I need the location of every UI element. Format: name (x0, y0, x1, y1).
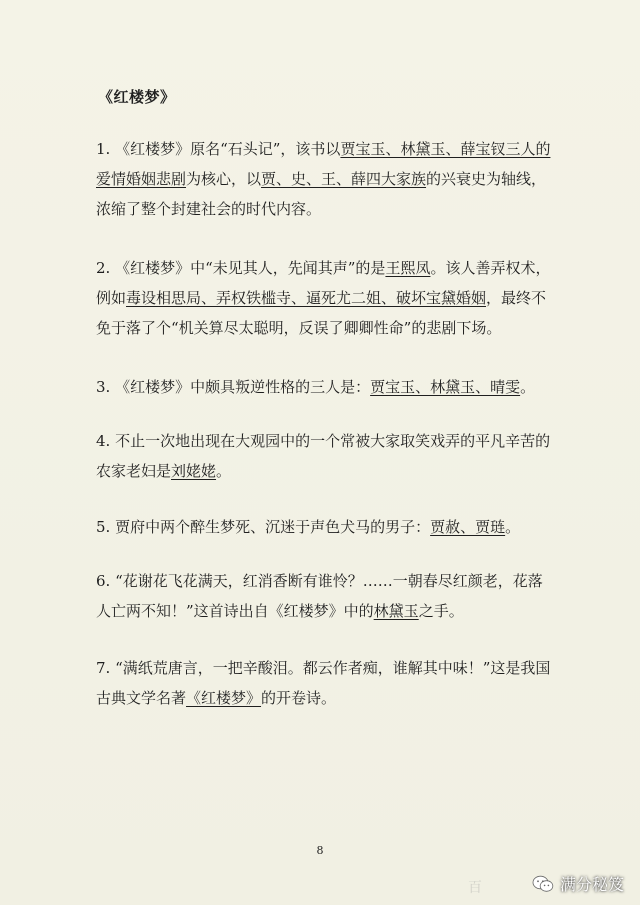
item-number: 6. (96, 572, 116, 590)
item-text: “花谢花飞花满天，红消香断有谁怜？……一朝春尽红颜老，花落人亡两不知！”这首诗出自《红楼梦》中的 (96, 572, 543, 620)
wechat-watermark (532, 872, 624, 895)
faint-watermark-text: 百 (468, 880, 482, 896)
item-text: 。该人善弄权术，例如 (96, 259, 551, 307)
underlined-answer: 贾、史、王、薛四大家族 (261, 170, 427, 188)
item-text: 《红楼梦》原名“石头记”，该书以 (115, 140, 341, 158)
item-number: 7. (96, 659, 116, 677)
item-text: 《红楼梦》中“未见其人，先闻其声”的是 (115, 259, 386, 277)
item-text: ，最终不免于落了个“机关算尽太聪明，反误了卿卿性命”的悲剧下场。 (96, 289, 547, 337)
item-text: 为核心，以 (186, 170, 262, 188)
list-item-5 (96, 512, 556, 542)
list-item-4 (96, 426, 556, 486)
item-number: 5. (96, 518, 116, 536)
item-text: 。 (505, 518, 521, 536)
underlined-answer: 刘姥姥 (171, 462, 217, 480)
underlined-answer: 贾宝玉、林黛玉、晴雯 (370, 378, 521, 396)
item-number: 2. (96, 259, 116, 277)
list-item-7 (96, 653, 556, 713)
item-text: 。 (520, 378, 536, 396)
item-number: 4. (96, 432, 116, 450)
wechat-icon (532, 875, 554, 893)
item-number: 3. (96, 378, 116, 396)
watermark-text: 满分秘笈 (559, 875, 624, 894)
item-text: 的开卷诗。 (261, 689, 337, 707)
underlined-answer: 贾宝玉、林黛玉、薛宝钗三人的爱情婚姻悲剧 (96, 140, 551, 188)
list-item-3 (96, 372, 556, 402)
item-text: 《红楼梦》中颇具叛逆性格的三人是： (115, 378, 371, 396)
item-text: 之手。 (418, 602, 464, 620)
item-text: 的兴衰史为轴线，浓缩了整个封建社会的时代内容。 (96, 170, 547, 218)
item-text: 不止一次地出现在大观园中的一个常被大家取笑戏弄的平凡辛苦的农家老妇是 (96, 432, 551, 480)
item-text: 贾府中两个醉生梦死、沉迷于声色犬马的男子： (115, 518, 431, 536)
document-title: 《红楼梦》 (98, 88, 176, 106)
underlined-answer: 《红楼梦》 (186, 689, 262, 707)
item-text: 。 (216, 462, 232, 480)
item-number: 1. (96, 140, 116, 158)
page-number: 8 (316, 844, 324, 857)
underlined-answer: 贾赦、贾琏 (430, 518, 506, 536)
list-item-6 (96, 566, 556, 626)
underlined-answer: 毒设相思局、弄权铁槛寺、逼死尤二姐、破坏宝黛婚姻 (126, 289, 487, 307)
underlined-answer: 林黛玉 (373, 602, 419, 620)
list-item-1 (96, 134, 556, 224)
list-item-2 (96, 253, 556, 343)
item-text: “满纸荒唐言，一把辛酸泪。都云作者痴，谁解其中味！”这是我国古典文学名著 (96, 659, 551, 707)
underlined-answer: 王熙凤 (385, 259, 431, 277)
